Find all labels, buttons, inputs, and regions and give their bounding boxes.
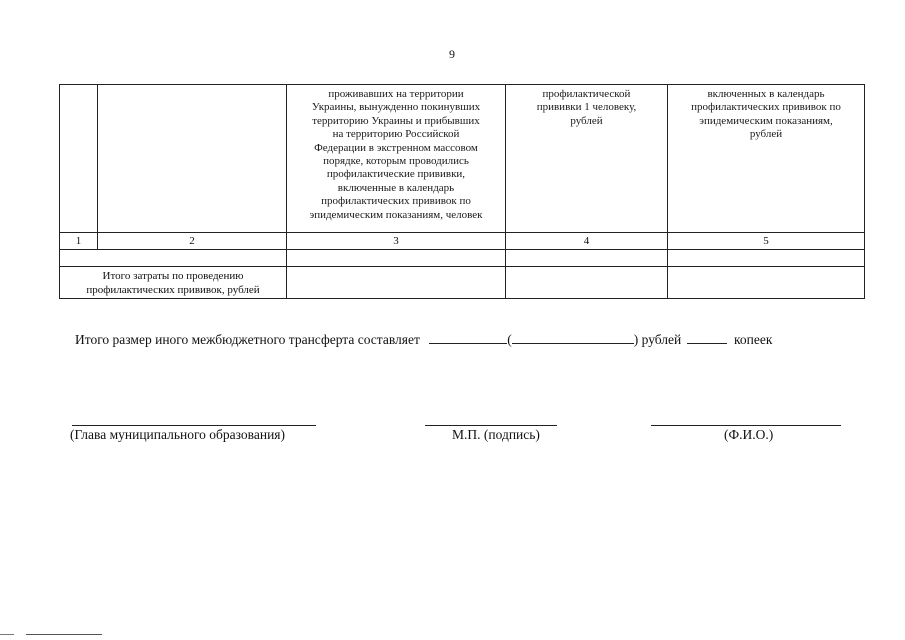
table-empty-row-bottom <box>59 266 865 267</box>
head-signature-label: (Глава муниципального образования) <box>70 427 286 442</box>
kopecks-amount-field[interactable] <box>687 331 727 344</box>
rubles-label: ) рублей <box>633 332 682 347</box>
footnote-separator <box>26 634 102 635</box>
footnote-dash <box>0 634 14 635</box>
header-cell-col4: профилактической прививки 1 человеку, рублей <box>536 88 637 127</box>
name-signature-label: (Ф.И.О.) <box>724 427 774 442</box>
table-divider-col1 <box>97 84 98 250</box>
transfer-total-prefix: Итого размер иного межбюджетного трансферта составляет <box>75 332 420 347</box>
kopecks-label: копеек <box>734 332 773 347</box>
name-signature-line[interactable] <box>651 425 841 426</box>
column-number-3: 3 <box>393 235 399 247</box>
table-number-row-bottom <box>59 249 865 250</box>
head-signature-line[interactable] <box>72 425 316 426</box>
rubles-amount-field[interactable] <box>429 331 507 344</box>
column-number-2: 2 <box>189 235 195 247</box>
table-number-row-top <box>59 232 865 233</box>
header-cell-col3: проживавших на территории Украины, вынужденно покинувших территорию Украины и прибывших на территорию Российской Федерации в экстренном массовом порядке, которым проводились профилактические прививки, включенные в календарь профилактических прививок по эпидемическим показаниям, человек <box>309 88 483 221</box>
seal-signature-label: М.П. (подпись) <box>452 427 540 442</box>
header-cell-col5: включенных в календарь профилактических прививок по эпидемическим показаниям, рублей <box>691 88 841 141</box>
column-number-1: 1 <box>75 235 82 247</box>
page-number: 9 <box>449 47 455 61</box>
column-number-4: 4 <box>583 235 590 247</box>
total-row-label: Итого затраты по проведению профилактических прививок, рублей <box>86 270 260 296</box>
column-number-5: 5 <box>763 235 769 247</box>
amount-open-paren: ( <box>507 332 512 347</box>
transfer-total-line <box>75 331 772 348</box>
table-header-top <box>59 84 865 85</box>
rubles-in-words-field[interactable] <box>512 331 634 344</box>
seal-signature-line[interactable] <box>425 425 557 426</box>
table-bottom <box>59 298 865 299</box>
